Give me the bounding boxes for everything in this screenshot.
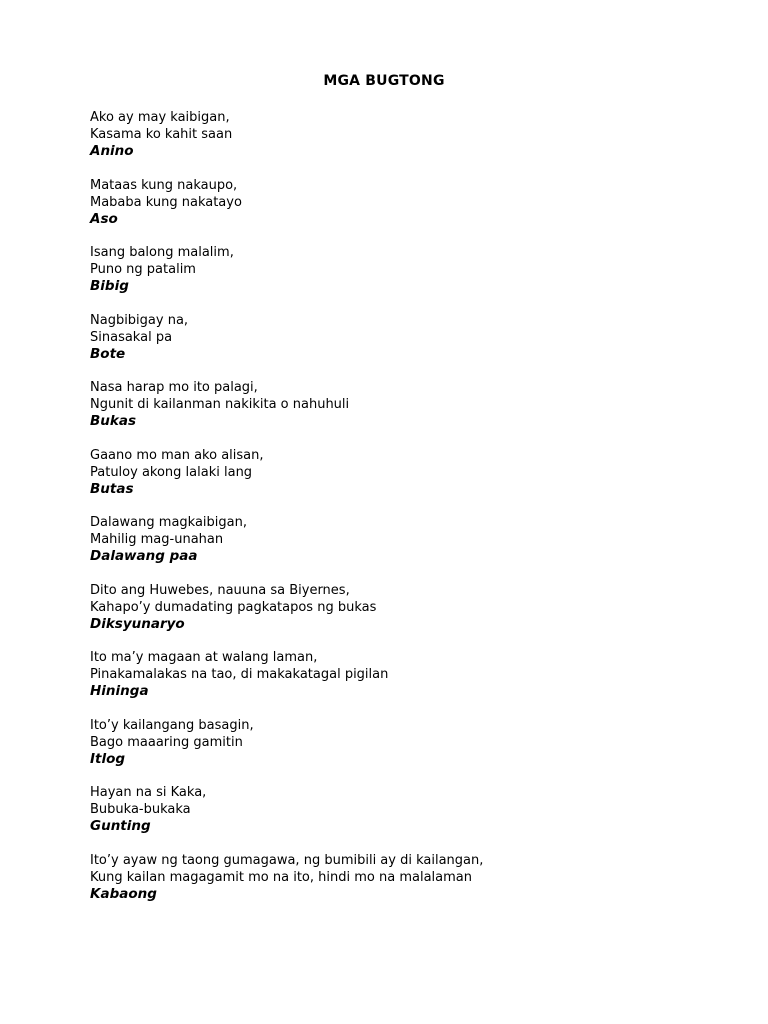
riddle-line: Mataas kung nakaupo,: [90, 177, 238, 193]
page-title: MGA BUGTONG: [323, 73, 445, 89]
riddle-line: Puno ng patalim: [90, 262, 196, 277]
riddle-item: [90, 312, 730, 380]
riddle-line: Ako ay may kaibigan,: [90, 110, 230, 125]
riddle-line: Sinasakal pa: [90, 329, 173, 345]
riddle-item: [90, 784, 730, 852]
riddle-line: Ito ma’y magaan at walang laman,: [90, 650, 318, 665]
riddle-line: Ito’y kailangang basagin,: [90, 717, 254, 733]
riddle-list: [90, 109, 730, 919]
riddle-line: Bubuka-bukaka: [90, 802, 191, 817]
riddle-answer: Itlog: [90, 750, 126, 767]
riddle-line: Gaano mo man ako alisan,: [90, 447, 264, 463]
riddle-answer: Diksyunaryo: [90, 615, 185, 632]
riddle-answer: Gunting: [90, 818, 151, 834]
riddle-line: Dalawang magkaibigan,: [90, 515, 247, 530]
riddle-item: [90, 514, 730, 582]
riddle-answer: Bote: [90, 345, 126, 362]
riddle-item: [90, 717, 730, 785]
riddle-answer: Kabaong: [90, 885, 157, 902]
riddle-item: [90, 852, 730, 920]
riddle-line: Nagbibigay na,: [90, 312, 189, 328]
riddle-line: Hayan na si Kaka,: [90, 785, 207, 800]
riddle-answer: Anino: [90, 143, 134, 159]
riddle-item: [90, 379, 730, 447]
riddle-line: Mababa kung nakatayo: [90, 194, 242, 210]
riddle-item: [90, 447, 730, 515]
riddle-item: [90, 109, 730, 177]
riddle-line: Bago maaaring gamitin: [90, 734, 243, 750]
riddle-line: Dito ang Huwebes, nauuna sa Biyernes,: [90, 582, 350, 598]
riddle-answer: Dalawang paa: [90, 548, 198, 564]
riddle-line: Pinakamalakas na tao, di makakatagal pigilan: [90, 667, 389, 682]
riddle-line: Patuloy akong lalaki lang: [90, 464, 253, 480]
riddle-line: Nasa harap mo ito palagi,: [90, 380, 258, 395]
riddle-item: [90, 244, 730, 312]
riddle-item: [90, 582, 730, 650]
riddle-answer: Butas: [90, 480, 134, 497]
riddle-line: Kung kailan magagamit mo na ito, hindi mo na malalaman: [90, 869, 472, 885]
riddle-answer: Hininga: [90, 683, 149, 699]
riddle-answer: Bukas: [90, 413, 137, 429]
riddle-item: [90, 177, 730, 245]
riddle-item: [90, 649, 730, 717]
riddle-answer: Bibig: [90, 278, 129, 294]
riddle-line: Kahapo’y dumadating pagkatapos ng bukas: [90, 599, 377, 615]
riddle-answer: Aso: [90, 210, 118, 227]
riddle-line: Isang balong malalim,: [90, 245, 234, 260]
riddle-line: Mahilig mag-unahan: [90, 532, 224, 547]
riddle-line: Kasama ko kahit saan: [90, 127, 233, 142]
riddle-line: Ngunit di kailanman nakikita o nahuhuli: [90, 397, 350, 412]
riddle-line: Ito’y ayaw ng taong gumagawa, ng bumibili ay di kailangan,: [90, 852, 484, 868]
